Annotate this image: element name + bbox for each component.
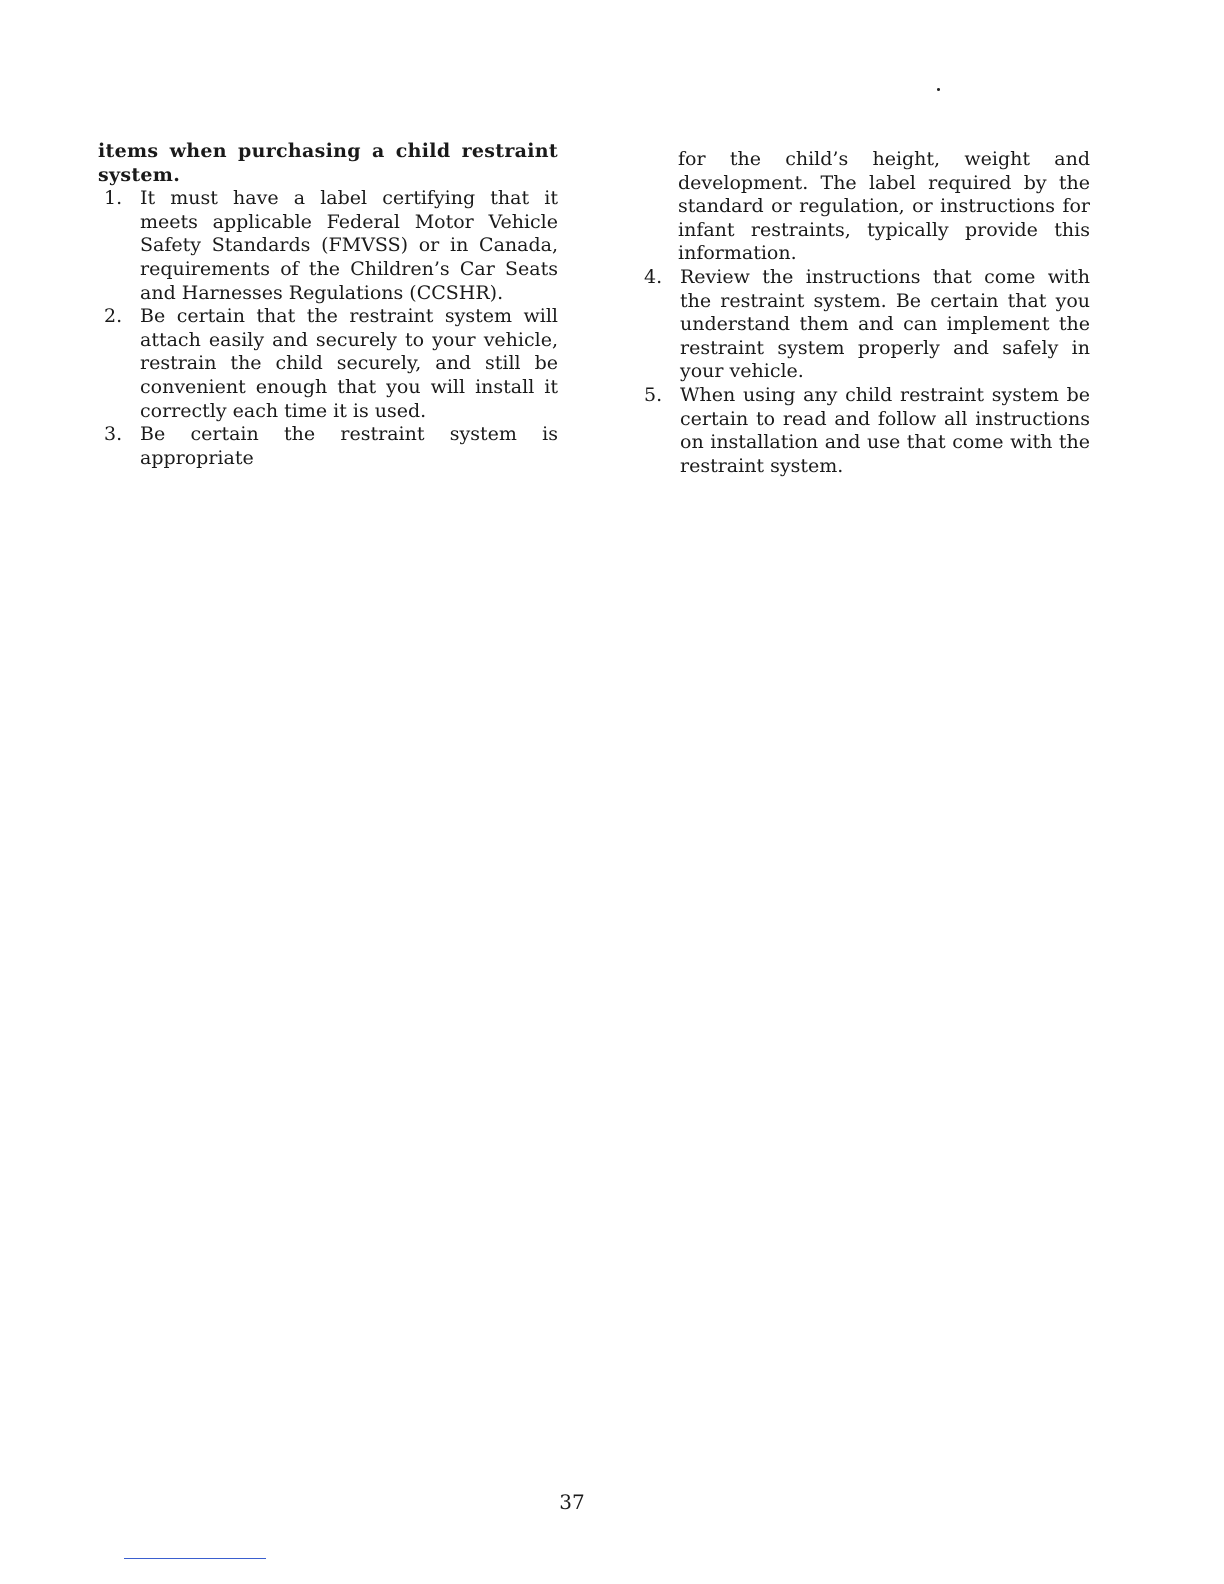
list-item [98,305,558,423]
list-item [98,423,558,470]
right-column [638,148,1090,478]
list-item-text: When using any child restraint system be certain to read and follow all instructions on installation and use that come with the restraint system. [680,383,1090,477]
list-item-text: It must have a label certifying that it meets applicable Federal Motor Vehicle Safety Standards (FMVSS) or in Canada, requirements of the Children’s Car Seats and Harnesses Regulations (CCSHR). [140,187,558,304]
list-item-number: 4. [644,265,663,288]
list-item-number: 1. [104,187,123,210]
list-item-text: Review the instructions that come with the restraint system. Be certain that you understand them and can implement the restraint system properly and safely in your vehicle. [680,265,1090,383]
left-column [98,140,558,470]
scan-speck [937,88,940,91]
list-item [638,384,1090,478]
list-item [638,266,1090,384]
continuation-text: for the child’s height, weight and development. The label required by the standard or regulation, or instructions for infant restraints, typically provide this information. [678,148,1090,265]
list-item-number: 5. [644,383,663,406]
list-item [98,187,558,305]
list-item-text: Be certain the restraint system is appropriate [140,423,558,469]
footer-rule [124,1558,266,1559]
intro-text: items when purchasing a child restraint system. [98,140,558,186]
list-item-number: 3. [104,423,123,446]
list-item-number: 2. [104,305,123,328]
list-item-text: Be certain that the restraint system will attach easily and securely to your vehicle, restrain the child securely, and still be convenient enough that you will install it correctly each time it is used. [140,305,558,422]
page-number: 37 [559,1490,585,1514]
